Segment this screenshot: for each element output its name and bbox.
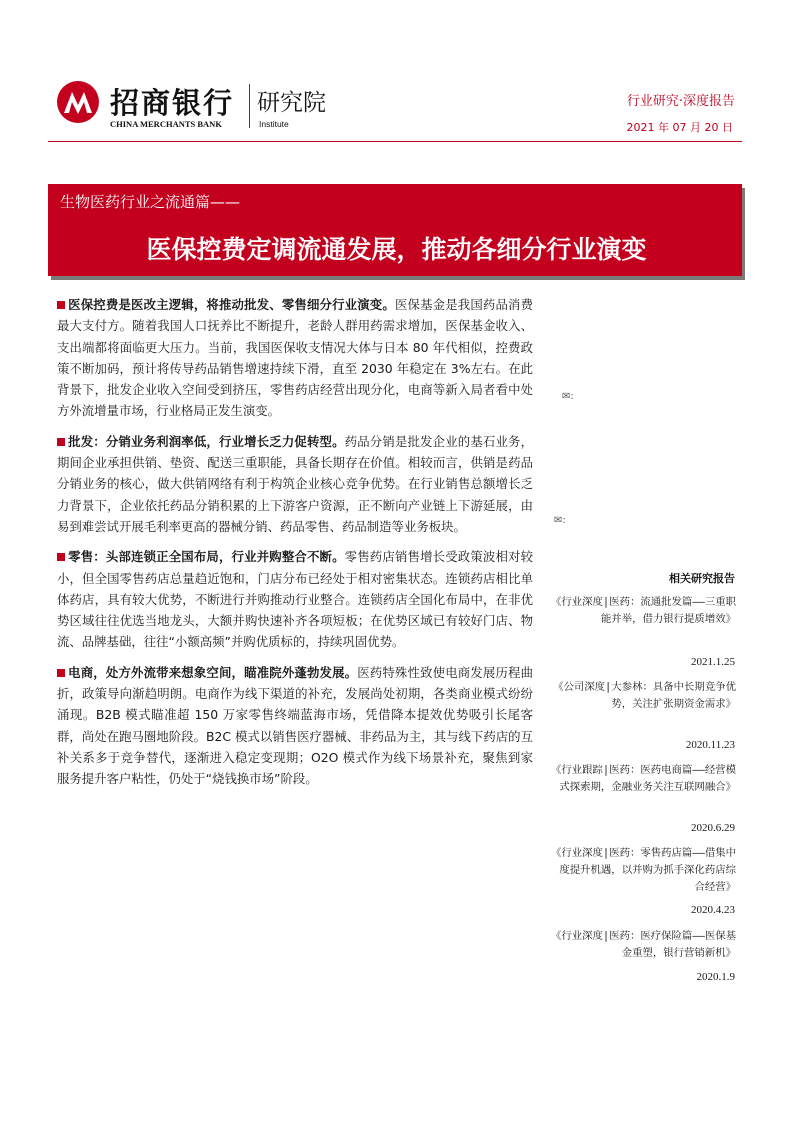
paragraph-lead: 零售：头部连锁正全国布局，行业并购整合不断。 <box>68 549 345 565</box>
related-report-date: 2020.11.23 <box>685 739 735 751</box>
institute-name-cn: 研究院 <box>257 90 326 116</box>
related-report-date: 2020.4.23 <box>691 904 735 916</box>
bank-logo-icon <box>56 80 100 124</box>
report-date: 2021 年 07 月 20 日 <box>626 121 733 134</box>
analyst-email-2: ✉: <box>554 515 566 526</box>
banner-subtitle: 生物医药行业之流通篇—— <box>60 193 241 211</box>
header-divider <box>48 141 742 142</box>
institute-name-en: Institute <box>259 119 289 129</box>
related-reports-title: 相关研究报告 <box>669 572 735 585</box>
bank-name-en: CHINA MERCHANTS BANK <box>110 119 222 129</box>
red-square-bullet-icon <box>57 669 65 677</box>
related-report-link[interactable]: 《行业深度|医药：零售药店篇——借集中度提升机遇，以并购为抓手深化药店综合经营》 <box>550 847 736 893</box>
report-title: 医保控费定调流通发展，推动各细分行业演变 <box>146 235 647 264</box>
paragraph-lead: 电商，处方外流带来想象空间，瞄准院外蓬勃发展。 <box>68 664 358 680</box>
related-report-date: 2020.1.9 <box>696 971 735 983</box>
paragraph-lead: 医保控费是医改主逻辑，将推动批发、零售细分行业演变。 <box>68 297 395 312</box>
bank-name-cn: 招商银行 <box>110 86 235 120</box>
summary-paragraph <box>57 431 533 537</box>
paragraph-text: 零售药店销售增长受政策波相对较小，但全国零售药店总量趋近饱和，门店分布已经处于相对密集状态。连锁药店相比单体药店，具有较大优势，不断进行并购推动行业整合。连锁药店全国化布局中，在非优势区域往往优选当地龙头，大额并购快速补齐各项短板；在优势区域已有较好门店、物流、品牌基础，往往“小额高频”并购优质标的，持续巩固优势。 <box>57 549 534 650</box>
report-type: 行业研究·深度报告 <box>626 94 735 109</box>
related-report-link[interactable]: 《公司深度|大参林：具备中长期竞争优势，关注扩张期资金需求》 <box>553 681 736 710</box>
related-report-link[interactable]: 《行业深度|医药：医疗保险篇——医保基金重塑，银行营销新机》 <box>550 930 736 959</box>
summary-paragraph <box>57 546 533 652</box>
red-square-bullet-icon <box>57 438 65 446</box>
summary-paragraph <box>57 662 533 790</box>
paragraph-text: 医药特殊性致使电商发展历程曲折，政策导向渐趋明朗。电商作为线下渠道的补充，发展尚处初期，各类商业模式纷纷涌现。B2B 模式瞄准超 150 万家零售终端蓝海市场，凭借降本提效优势吸引长尾客群，尚处在跑马圈地阶段。B2C 模式以销售医疗器械、非药品为主，其与线下药店的互补关系多于竞争替代，逐渐进入稳定变现期；O2O 模式作为线下场景补充，聚焦到家服务提升客户粘性，仍处于“烧钱换市场”阶段。 <box>57 664 534 787</box>
paragraph-lead: 批发：分销业务利润率低，行业增长乏力促转型。 <box>68 433 345 449</box>
related-report-link[interactable]: 《行业跟踪|医药：医药电商篇——经营模式探索期，金融业务关注互联网融合》 <box>550 764 736 793</box>
logo-divider <box>249 84 250 128</box>
paragraph-text: 医保基金是我国药品消费最大支付方。随着我国人口抚养比不断提升，老龄人群用药需求增加，医保基金收入、支出端都将面临更大压力。当前，我国医保收支情况大体与日本 80 年代相似，控费政策不断加码，预计将传导药品销售增速持续下滑，直至 2030 年稳定在 3%左右。在此背景下，批发企业收入空间受到挤压，零售药店经营出现分化，电商等新入局者看中处方外流增量市场，行业格局正发生演变。 <box>57 297 534 419</box>
related-report-date: 2020.6.29 <box>691 822 735 834</box>
summary-paragraph <box>57 294 533 422</box>
analyst-email-1: ✉: <box>562 391 574 402</box>
paragraph-text: 药品分销是批发企业的基石业务，期间企业承担供销、垫资、配送三重职能，具备长期存在价值。相较而言，供销是药品分销业务的核心，做大供销网络有利于构筑企业核心竞争优势。在行业销售总额增长乏力背景下，企业依托药品分销积累的上下游客户资源，正不断向产业链上下游延展，由易到难尝试开展毛利率更高的器械分销、药品零售、药品制造等业务板块。 <box>57 433 534 534</box>
summary-body <box>57 294 533 799</box>
red-square-bullet-icon <box>57 553 65 561</box>
related-report-link[interactable]: 《行业深度|医药：流通批发篇——三重职能并举，借力银行提质增效》 <box>550 596 736 625</box>
related-report-date: 2021.1.25 <box>691 656 735 668</box>
red-square-bullet-icon <box>57 301 65 309</box>
